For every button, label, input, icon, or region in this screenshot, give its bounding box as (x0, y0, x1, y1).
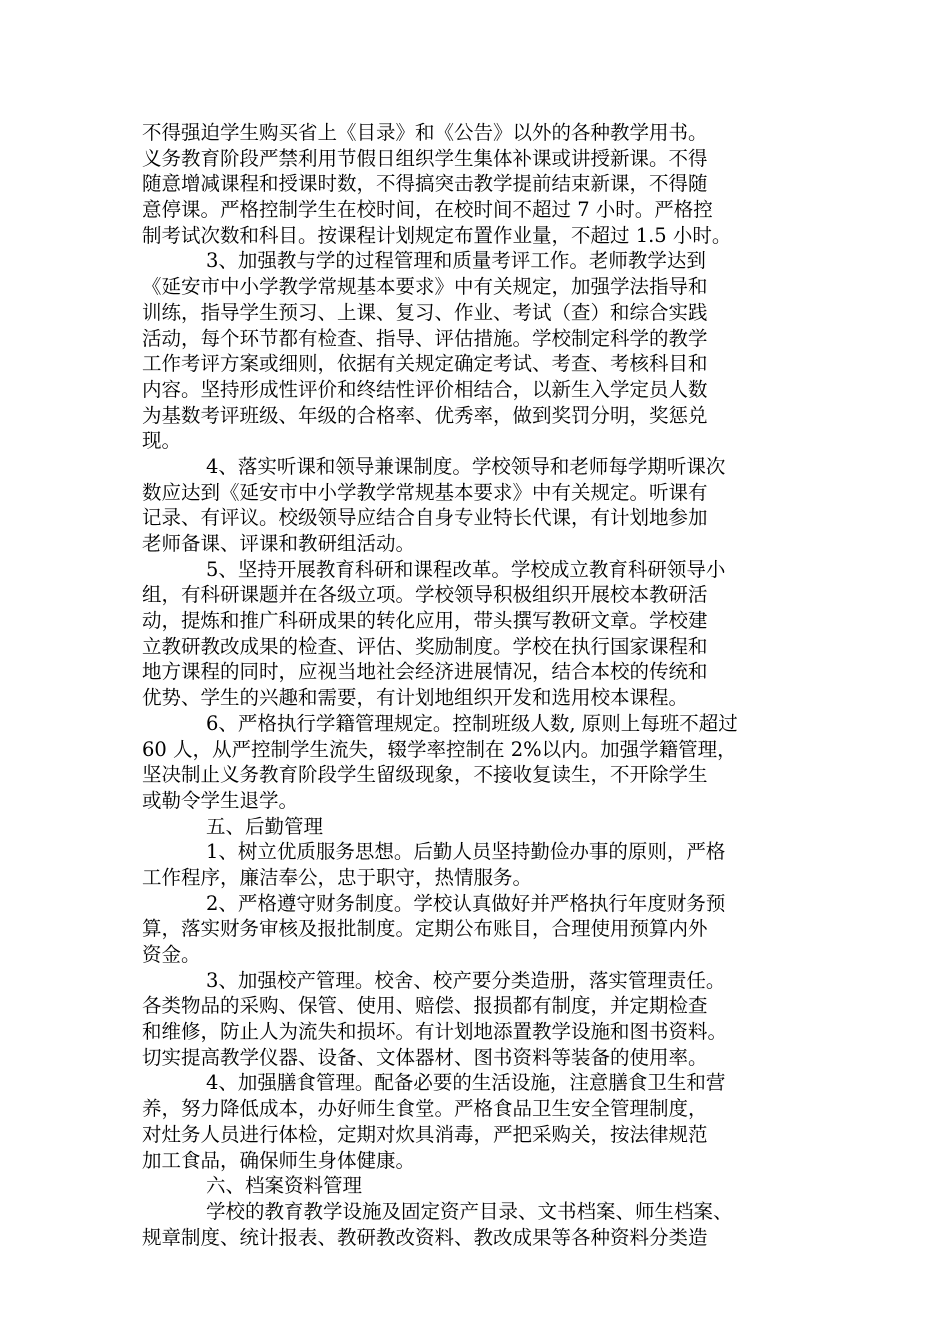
text-line: 1、树立优质服务思想。后勤人员坚持勤俭办事的原则，严格 (206, 840, 726, 864)
text-line: 训练，指导学生预习、上课、复习、作业、考试（查）和综合实践 (142, 300, 708, 324)
text-line: 60 人，从严控制学生流失，辍学率控制在 2%以内。加强学籍管理， (142, 737, 737, 761)
text-line: 规章制度、统计报表、教研教改资料、教改成果等各种资料分类造 (142, 1225, 708, 1249)
text-line: 五、后勤管理 (206, 814, 324, 838)
text-line: 数应达到《延安市中小学教学常规基本要求》中有关规定。听课有 (142, 480, 708, 504)
text-line: 5、坚持开展教育科研和课程改革。学校成立教育科研领导小 (206, 557, 726, 581)
text-line: 或勒令学生退学。 (142, 788, 299, 812)
text-line: 各类物品的采购、保管、使用、赔偿、报损都有制度，并定期检查 (142, 994, 708, 1018)
text-line: 随意增减课程和授课时数，不得搞突击教学提前结束新课，不得随 (142, 172, 708, 196)
text-line: 立教研教改成果的检查、评估、奖励制度。学校在执行国家课程和 (142, 634, 708, 658)
text-line: 内容。坚持形成性评价和终结性评价相结合，以新生入学定员人数 (142, 377, 708, 401)
text-line: 地方课程的同时，应视当地社会经济进展情况，结合本校的传统和 (142, 660, 708, 684)
text-line: 2、严格遵守财务制度。学校认真做好并严格执行年度财务预 (206, 891, 726, 915)
text-line: 不得强迫学生购买省上《目录》和《公告》以外的各种教学用书。 (142, 121, 708, 144)
text-line: 3、加强校产管理。校舍、校产要分类造册，落实管理责任。 (206, 968, 726, 992)
text-line: 工作考评方案或细则，依据有关规定确定考试、考查、考核科目和 (142, 352, 708, 376)
text-line: 对灶务人员进行体检，定期对炊具消毒，严把采购关，按法律规范 (142, 1122, 708, 1146)
text-line: 切实提高教学仪器、设备、文体器材、图书资料等装备的使用率。 (142, 1045, 708, 1069)
text-line: 学校的教育教学设施及固定资产目录、文书档案、师生档案、 (206, 1199, 733, 1223)
text-line: 老师备课、评课和教研组活动。 (142, 532, 416, 555)
text-line: 4、落实听课和领导兼课制度。学校领导和老师每学期听课次 (206, 454, 726, 478)
text-line: 养，努力降低成本，办好师生食堂。严格食品卫生安全管理制度， (142, 1097, 708, 1121)
text-line: 为基数考评班级、年级的合格率、优秀率，做到奖罚分明，奖惩兑 (142, 403, 708, 427)
text-line: 资金。 (142, 943, 201, 966)
text-line: 坚决制止义务教育阶段学生留级现象，不接收复读生，不开除学生 (142, 763, 708, 787)
text-line: 意停课。严格控制学生在校时间，在校时间不超过 7 小时。严格控 (142, 198, 713, 222)
text-line: 《延安市中小学教学常规基本要求》中有关规定，加强学法指导和 (142, 275, 708, 299)
text-line: 和维修，防止人为流失和损坏。有计划地添置教学设施和图书资料。 (142, 1020, 728, 1044)
text-line: 6、严格执行学籍管理规定。控制班级人数, 原则上每班不超过 (206, 711, 738, 735)
text-line: 义务教育阶段严禁利用节假日组织学生集体补课或讲授新课。不得 (142, 146, 708, 170)
body-text (142, 120, 810, 1250)
text-line: 加工食品，确保师生身体健康。 (142, 1148, 416, 1172)
text-line: 4、加强膳食管理。配备必要的生活设施，注意膳食卫生和营 (206, 1071, 726, 1095)
text-line: 现。 (142, 429, 182, 453)
text-line: 组，有科研课题并在各级立项。学校领导积极组织开展校本教研活 (142, 583, 708, 607)
text-line: 算，落实财务审核及报批制度。定期公布账目，合理使用预算内外 (142, 917, 708, 941)
text-line: 优势、学生的兴趣和需要，有计划地组织开发和选用校本课程。 (142, 686, 689, 710)
text-line: 活动，每个环节都有检查、指导、评估措施。学校制定科学的教学 (142, 326, 708, 350)
text-line: 六、档案资料管理 (206, 1174, 363, 1198)
text-line: 制考试次数和科目。按课程计划规定布置作业量，不超过 1.5 小时。 (142, 223, 732, 247)
text-line: 动，提炼和推广科研成果的转化应用，带头撰写教研文章。学校建 (142, 609, 708, 633)
text-line: 工作程序，廉洁奉公，忠于职守，热情服务。 (142, 865, 533, 889)
text-line: 3、加强教与学的过程管理和质量考评工作。老师教学达到 (206, 249, 706, 273)
text-line: 记录、有评议。校级领导应结合自身专业特长代课，有计划地参加 (142, 506, 708, 530)
